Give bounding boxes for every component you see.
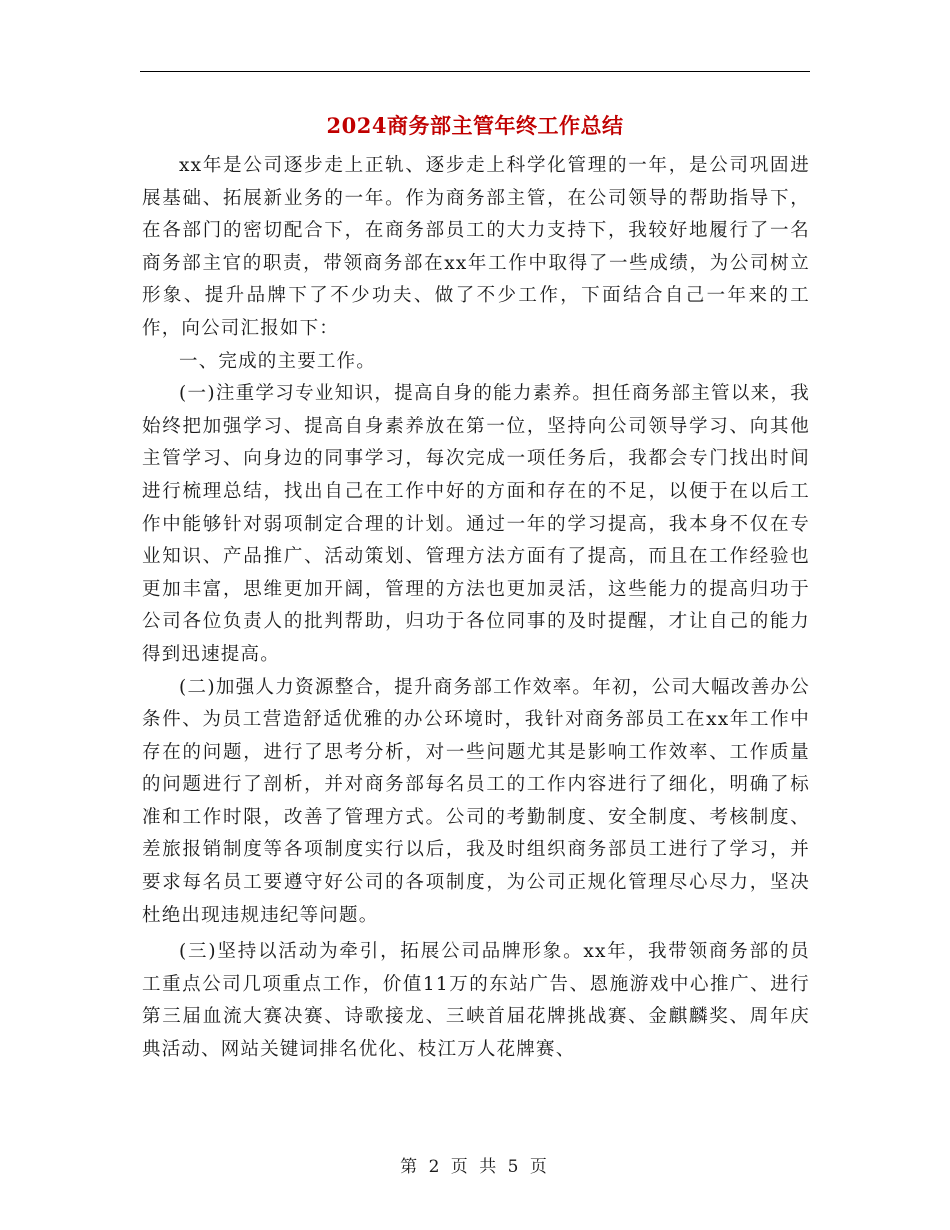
page-number: 第 2 页 共 5 页 bbox=[400, 1157, 550, 1177]
header-rule bbox=[140, 71, 810, 72]
paragraph-item-1: (一)注重学习专业知识，提高自身的能力素养。担任商务部主管以来，我始终把加强学习、提高自身素养放在第一位，坚持向公司领导学习、向其他主管学习、向身边的同事学习，每次完成一项任务后，我都会专门找出时间进行梳理总结，找出自己在工作中好的方面和存在的不足，以便于在以后工作中能够针对弱项制定合理的计划。通过一年的学习提高，我本身不仅在专业知识、产品推广、活动策划、管理方法方面有了提高，而且在工作经验也更加丰富，思维更加开阔，管理的方法也更加灵活，这些能力的提高归功于公司各位负责人的批判帮助，归功于各位同事的及时提醒，才让自己的能力得到迅速提高。 bbox=[142, 383, 810, 665]
paragraph-intro: xx年是公司逐步走上正轨、逐步走上科学化管理的一年，是公司巩固进展基础、拓展新业务的一年。作为商务部主管，在公司领导的帮助指导下，在各部门的密切配合下，在商务部员工的大力支持下，我较好地履行了一名商务部主官的职责，带领商务部在xx年工作中取得了一些成绩，为公司树立形象、提升品牌下了不少功夫、做了不少工作，下面结合自己一年来的工作，向公司汇报如下： bbox=[142, 155, 810, 339]
paragraph-item-3: (三)坚持以活动为牵引，拓展公司品牌形象。xx年，我带领商务部的员工重点公司几项重点工作，价值11万的东站广告、恩施游戏中心推广、进行第三届血流大赛决赛、诗歌接龙、三峡首届花牌挑战赛、金麒麟奖、周年庆典活动、网站关键词排名优化、枝江万人花牌赛、 bbox=[142, 941, 810, 1061]
section-heading-main-work: 一、完成的主要工作。 bbox=[179, 350, 377, 372]
paragraph-item-2: (二)加强人力资源整合，提升商务部工作效率。年初，公司大幅改善办公条件、为员工营造舒适优雅的办公环境时，我针对商务部员工在xx年工作中存在的问题，进行了思考分析，对一些问题尤其是影响工作效率、工作质量的问题进行了剖析，并对商务部每名员工的工作内容进行了细化，明确了标准和工作时限，改善了管理方式。公司的考勤制度、安全制度、考核制度、差旅报销制度等各项制度实行以后，我及时组织商务部员工进行了学习，并要求每名员工要遵守好公司的各项制度，为公司正规化管理尽心尽力，坚决杜绝出现违规违纪等问题。 bbox=[142, 676, 810, 926]
document-body bbox=[142, 150, 810, 1067]
document-title: 2024商务部主管年终工作总结 bbox=[326, 113, 624, 138]
